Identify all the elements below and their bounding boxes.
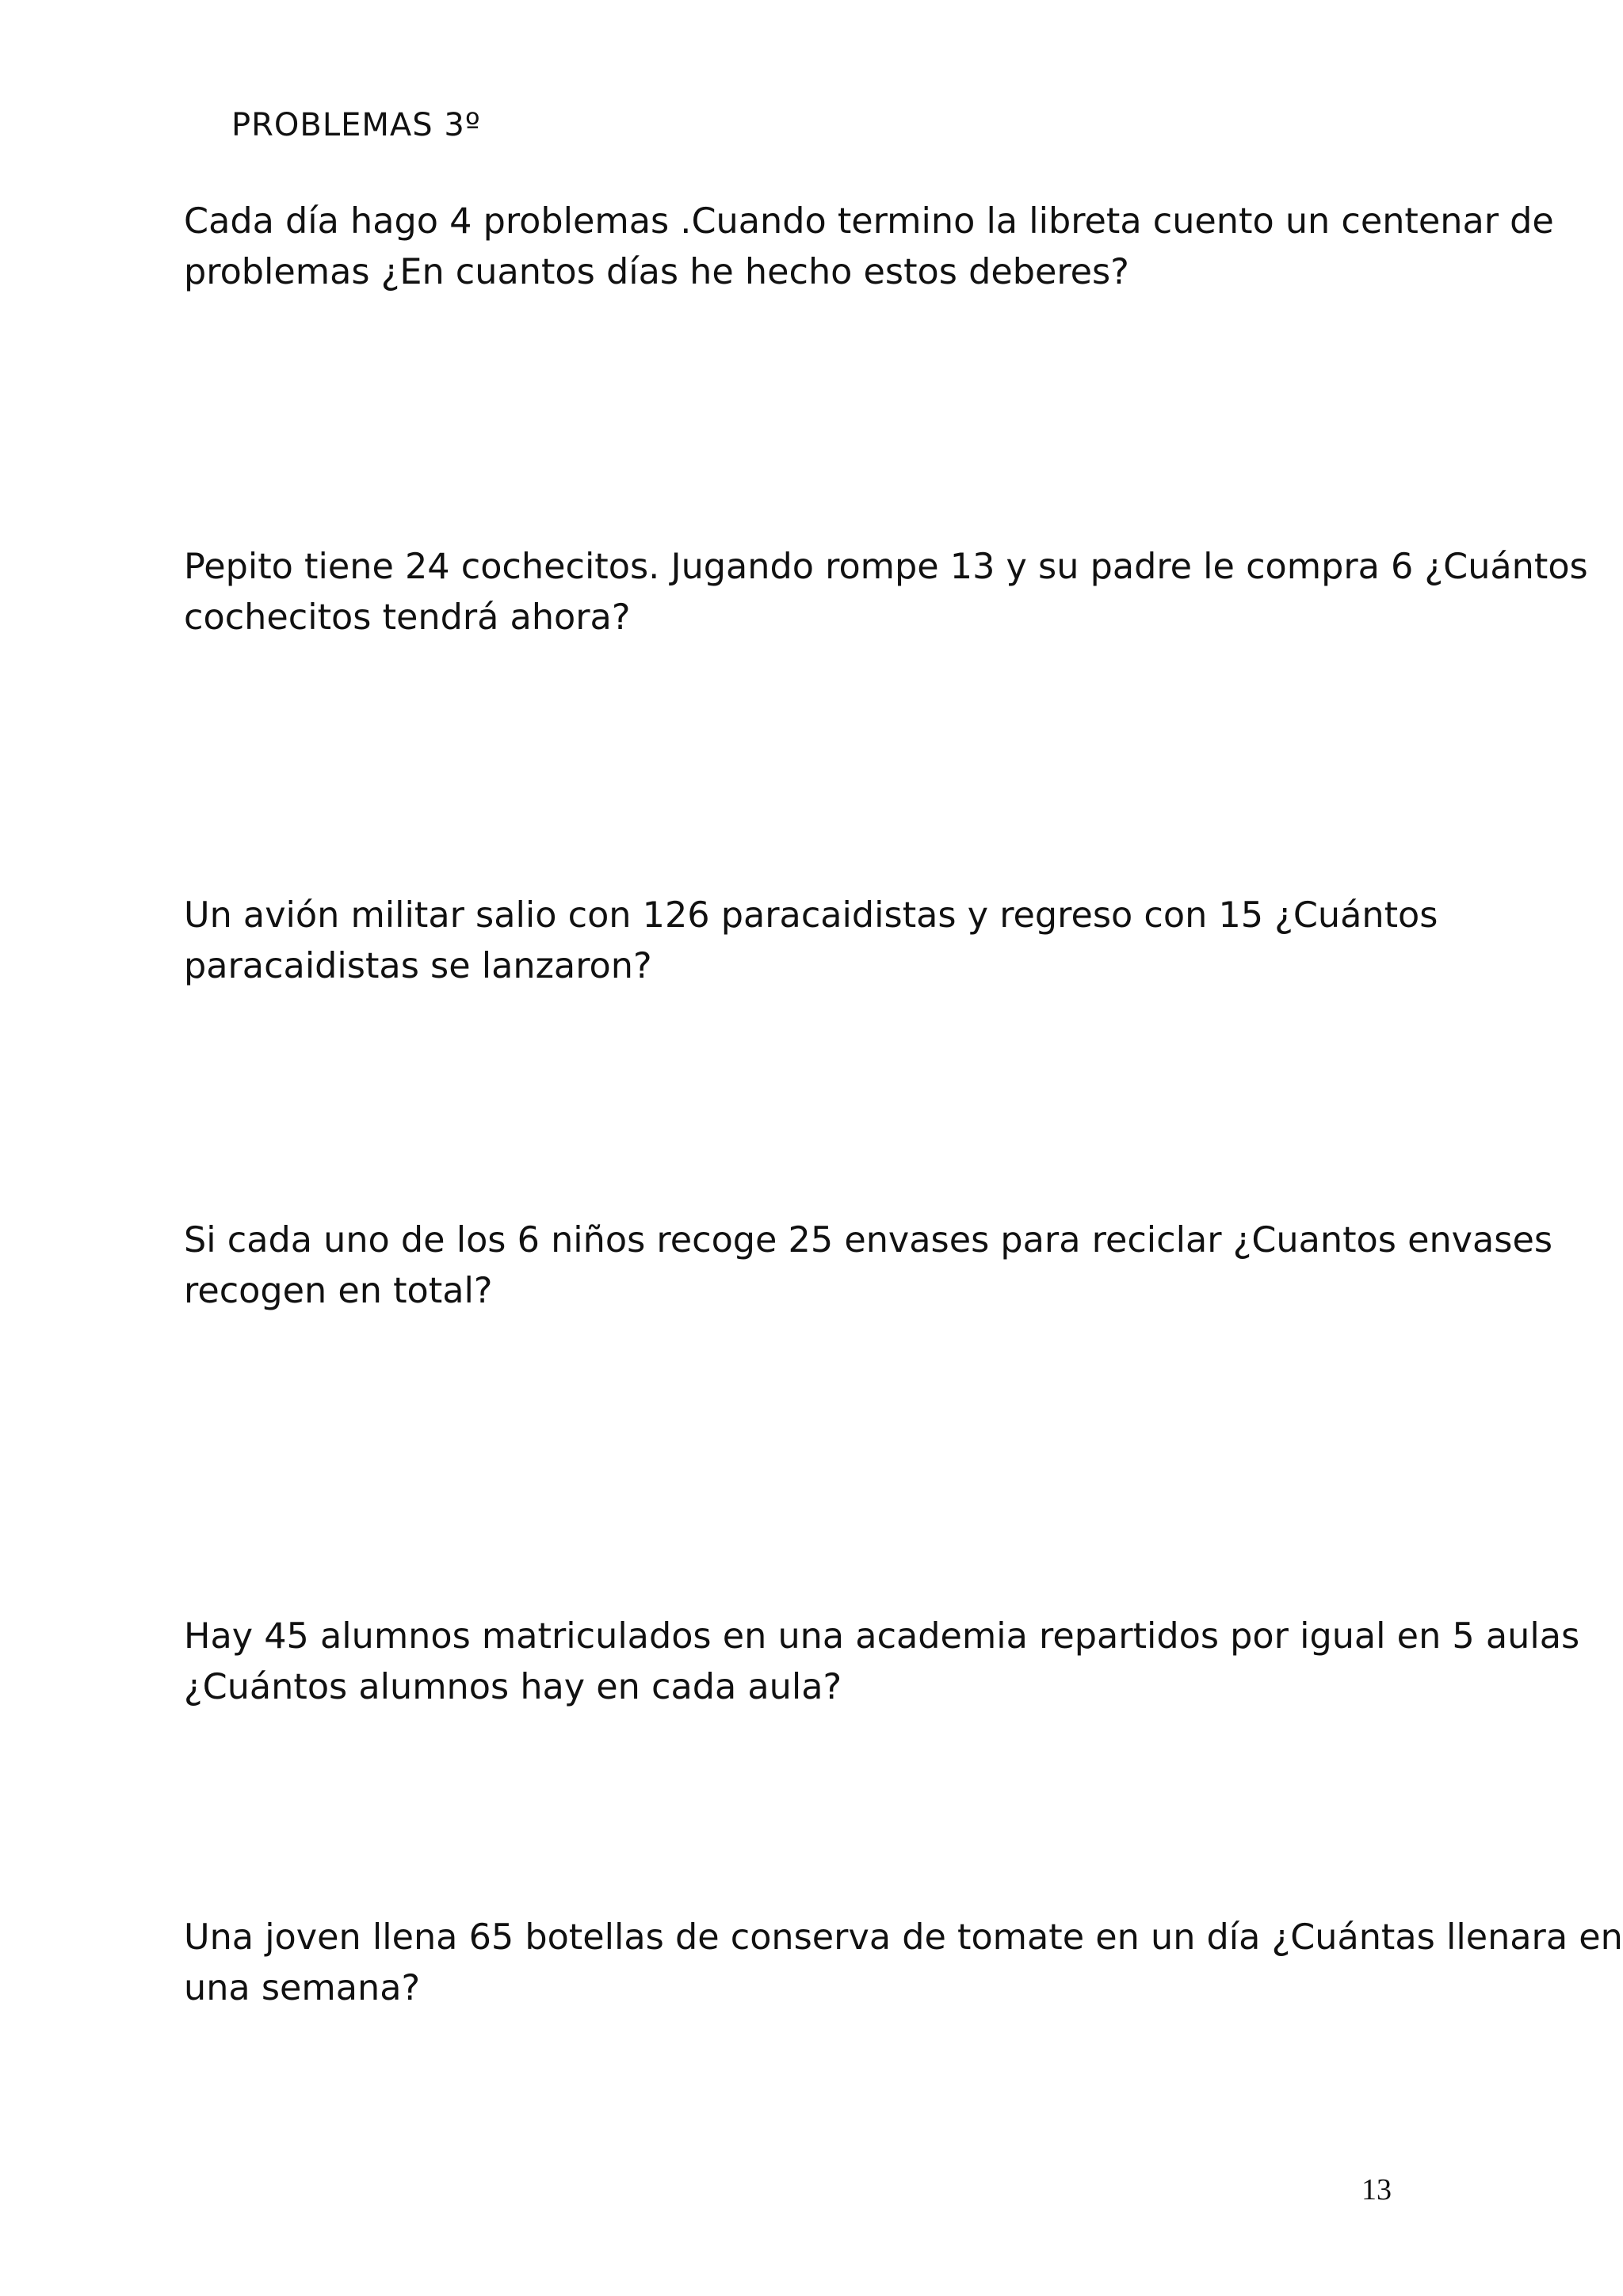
problem-4-line-1: Si cada uno de los 6 niños recoge 25 envases para reciclar ¿Cuantos envases <box>184 1220 1553 1261</box>
problem-1-line-2: problemas ¿En cuantos días he hecho estos deberes? <box>184 252 1129 292</box>
problem-3-line-2: paracaidistas se lanzaron? <box>184 946 652 986</box>
problem-5 <box>184 1611 1580 1713</box>
problem-6-line-1: Una joven llena 65 botellas de conserva de tomate en un día ¿Cuántas llenara en <box>184 1917 1623 1958</box>
problem-3 <box>184 891 1531 992</box>
problem-2 <box>184 542 1588 643</box>
problem-5-line-2: ¿Cuántos alumnos hay en cada aula? <box>184 1667 842 1707</box>
problem-4 <box>184 1215 1553 1317</box>
problem-2-line-2: cochecitos tendrá ahora? <box>184 597 631 638</box>
problem-2-line-1: Pepito tiene 24 cochecitos. Jugando rompe 13 y su padre le compra 6 ¿Cuántos <box>184 547 1588 587</box>
problem-1 <box>184 196 1554 298</box>
page-title: PROBLEMAS 3º <box>231 107 481 143</box>
page-number: 13 <box>1361 2173 1392 2206</box>
problem-3-line-1: Un avión militar salio con 126 paracaidistas y regreso con 15 ¿Cuántos <box>184 895 1438 936</box>
problem-1-line-1: Cada día hago 4 problemas .Cuando termino la libreta cuento un centenar de <box>184 201 1554 242</box>
problem-5-line-1: Hay 45 alumnos matriculados en una academia repartidos por igual en 5 aulas <box>184 1616 1580 1657</box>
problem-6-line-2: una semana? <box>184 1968 421 2008</box>
problem-4-line-2: recogen en total? <box>184 1271 493 1311</box>
problem-6 <box>184 1913 1623 2014</box>
